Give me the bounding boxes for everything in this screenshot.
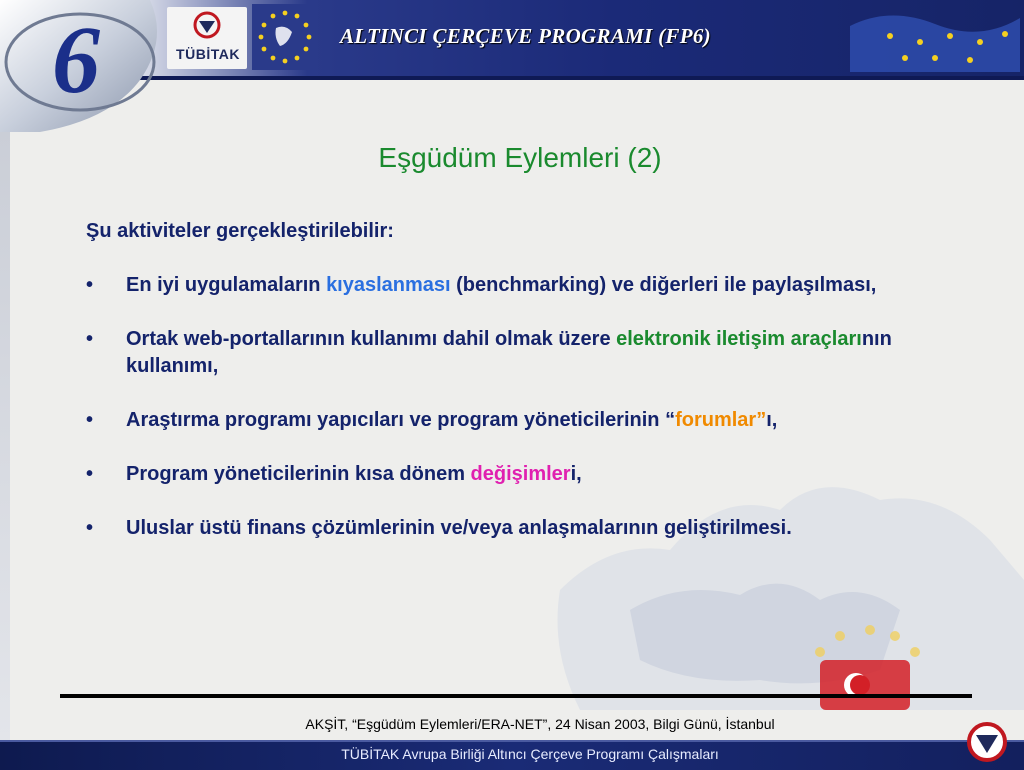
bullet-marker: • xyxy=(86,409,94,431)
tubitak-emblem-icon xyxy=(964,720,1010,764)
eu-stars-icon xyxy=(252,4,318,70)
eu-flag-icon xyxy=(850,6,1020,72)
bullet-highlight: forumlar” xyxy=(675,409,767,431)
bullet-text: i, xyxy=(570,463,582,485)
bottom-bar-text: TÜBİTAK Avrupa Birliği Altıncı Çerçeve Programı Çalışmaları xyxy=(341,746,719,762)
bullet-highlight: elektronik iletişim araçları xyxy=(616,328,862,350)
bullet-text: Ortak web-portallarının kullanımı dahil olmak üzere xyxy=(126,328,617,350)
slide-title: Eşgüdüm Eylemleri (2) xyxy=(378,142,662,173)
bullet-text: nın kullanımı, xyxy=(126,328,892,377)
header-title: ALTINCI ÇERÇEVE PROGRAMI (FP6) xyxy=(340,24,711,48)
list-item xyxy=(86,461,936,488)
bullet-text: Uluslar üstü finans çözümlerinin ve/veya anlaşmalarının geliştirilmesi. xyxy=(126,517,792,539)
list-item xyxy=(86,407,936,434)
bullet-text: Program yöneticilerinin kısa dönem xyxy=(126,463,471,485)
bullet-marker: • xyxy=(86,274,94,296)
bullet-marker: • xyxy=(86,463,94,485)
bullet-text: En iyi uygulamaların xyxy=(126,274,327,296)
svg-text:6: 6 xyxy=(52,6,100,113)
tubitak-emblem-icon xyxy=(193,11,221,39)
bullet-marker: • xyxy=(86,328,94,350)
fp6-six-logo-icon xyxy=(0,0,168,132)
bullet-text: ı, xyxy=(766,409,778,431)
bullet-highlight: değişimler xyxy=(470,463,571,485)
list-item xyxy=(86,326,936,380)
list-item xyxy=(86,272,936,299)
bullet-marker: • xyxy=(86,517,94,539)
bullet-text: Araştırma programı yapıcıları ve program yöneticilerinin “ xyxy=(126,409,676,431)
bullet-text: (benchmarking) ve diğerleri ile paylaşılması, xyxy=(450,274,877,296)
bullet-list xyxy=(86,272,936,569)
intro-text: Şu aktiviteler gerçekleştirilebilir: xyxy=(86,220,394,242)
left-edge-accent xyxy=(0,100,10,740)
bullet-highlight: kıyaslanması xyxy=(326,274,451,296)
footer-divider xyxy=(60,694,972,698)
footer-citation: AKŞİT, “Eşgüdüm Eylemleri/ERA-NET”, 24 Nisan 2003, Bilgi Günü, İstanbul xyxy=(305,716,775,732)
tubitak-logo-label: TÜBİTAK xyxy=(176,46,240,62)
list-item xyxy=(86,515,936,542)
